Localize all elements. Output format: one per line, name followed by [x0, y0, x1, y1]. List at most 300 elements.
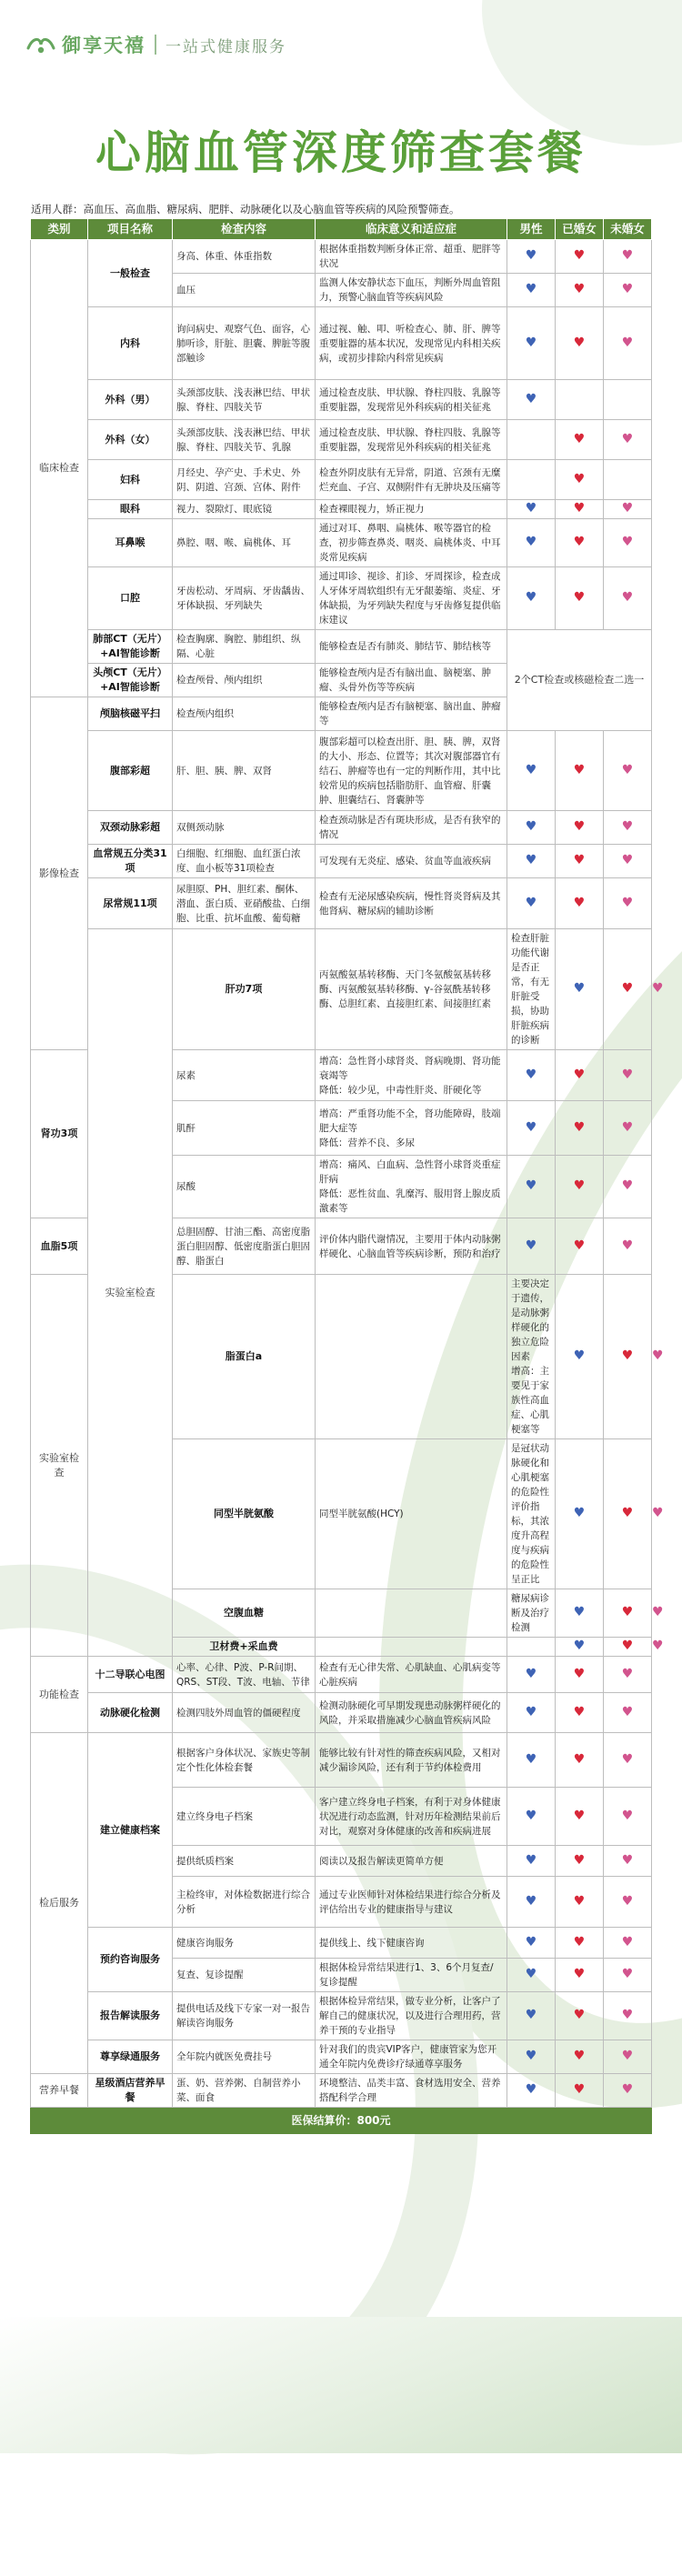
category-cell: 实验室检查: [31, 1275, 88, 1657]
heart-icon: ♥: [573, 853, 586, 867]
heart-icon: ♥: [621, 1506, 634, 1520]
content-cell: 视力、裂隙灯、眼底镜: [173, 500, 316, 519]
heart-icon: ♥: [621, 1067, 634, 1082]
applicability-cell: [604, 1589, 652, 1638]
table-body: [31, 240, 664, 2134]
applicability-cell: [556, 1733, 604, 1788]
applicability-cell: [556, 811, 604, 845]
applicability-cell: [604, 1992, 652, 2040]
content-cell: 蛋、奶、营养粥、自制营养小菜、面食: [173, 2074, 316, 2108]
applicability-cell: [604, 240, 652, 274]
heart-icon: ♥: [525, 2082, 537, 2097]
category-cell: 临床检查: [31, 240, 88, 697]
clinical-meaning-cell: 通过专业医师针对体检结果进行综合分析及评估给出专业的健康指导与建议: [316, 1877, 507, 1928]
heart-icon: ♥: [621, 535, 634, 549]
applicability-cell: [507, 274, 556, 307]
content-cell: 检查颅内组织: [173, 697, 316, 731]
heart-icon: ♥: [573, 895, 586, 910]
applicability-cell: [507, 1050, 556, 1101]
table-row: [31, 420, 652, 460]
applicability-cell: [604, 2074, 652, 2108]
heart-icon: ♥: [652, 1605, 664, 1619]
applicability-cell: [507, 845, 556, 878]
heart-icon: ♥: [621, 1639, 634, 1653]
applicability-cell: [507, 1657, 556, 1693]
applicability-cell: [604, 1101, 652, 1156]
clinical-meaning-cell: 通过检查皮肤、甲状腺、脊柱四肢、乳腺等重要脏器，发现常见外科疾病的相关征兆: [316, 420, 507, 460]
brand-header: [25, 29, 286, 60]
applicability-cell: [507, 2040, 556, 2074]
heart-icon: ♥: [525, 1934, 537, 1950]
content-cell: [316, 1275, 507, 1439]
clinical-meaning-cell: 检查颈动脉是否有斑块形成，是否有狭窄的情况: [316, 811, 507, 845]
applicability-cell: [556, 307, 604, 380]
applicability-cell: [556, 878, 604, 929]
applicability-cell: [556, 500, 604, 519]
category-cell: 功能检查: [31, 1657, 88, 1733]
content-cell: 双侧颈动脉: [173, 811, 316, 845]
heart-icon: ♥: [573, 335, 586, 350]
heart-icon: ♥: [525, 1808, 537, 1823]
logo-icon: [25, 32, 56, 57]
column-header: 男性: [507, 219, 556, 240]
applicability-cell: [556, 420, 604, 460]
content-cell: 头颈部皮肤、浅表淋巴结、甲状腺、脊柱、四肢关节、乳腺: [173, 420, 316, 460]
heart-icon: ♥: [573, 431, 586, 446]
clinical-meaning-cell: 糖尿病诊断及治疗检测: [507, 1589, 556, 1638]
content-cell: 头颈部皮肤、浅表淋巴结、甲状腺、脊柱、四肢关节: [173, 380, 316, 420]
content-cell: 丙氨酸氨基转移酶、天门冬氨酸氨基转移酶、丙氨酸氨基转移酶、γ-谷氨酰基转移酶、总胆红素、直接胆红素、间接胆红素: [316, 929, 507, 1050]
item-name-cell: 脂蛋白a: [173, 1275, 316, 1439]
background-bottom-wave: [0, 2317, 682, 2453]
brand-name: 御享天禧: [62, 35, 145, 56]
table-row: [31, 811, 652, 845]
applicability-cell: [507, 567, 556, 630]
content-cell: 建立终身电子档案: [173, 1788, 316, 1846]
content-cell: 鼻腔、咽、喉、扁桃体、耳: [173, 519, 316, 567]
table-row: [31, 1992, 652, 2040]
heart-icon: ♥: [573, 1704, 586, 1719]
heart-icon: ♥: [573, 1808, 586, 1823]
heart-icon: ♥: [621, 2082, 634, 2097]
applicability-cell: [507, 878, 556, 929]
category-cell: 营养早餐: [31, 2074, 88, 2108]
category-cell: 影像检查: [31, 697, 88, 1050]
applicability-cell: [507, 1846, 556, 1877]
content-cell: 尿胆原、PH、胆红素、酮体、潜血、蛋白质、亚硝酸盐、白细胞、比重、抗坏血酸、葡萄糖: [173, 878, 316, 929]
applicability-cell: [507, 519, 556, 567]
item-name-cell: 血常规五分类31项: [88, 845, 173, 878]
package-table: [30, 218, 664, 2134]
applicability-cell: [556, 274, 604, 307]
heart-icon: ♥: [621, 1934, 634, 1950]
content-cell: 尿素: [173, 1050, 316, 1101]
item-name-cell: 耳鼻喉: [88, 519, 173, 567]
heart-icon: ♥: [573, 282, 586, 296]
item-name-cell: 尊享绿通服务: [88, 2040, 173, 2074]
item-name-cell: 颅脑核磁平扫: [88, 697, 173, 731]
applicability-cell: [604, 1959, 652, 1992]
table-row: [31, 929, 652, 1050]
item-name-cell: 双颈动脉彩超: [88, 811, 173, 845]
heart-icon: ♥: [573, 471, 586, 486]
table-row: [31, 731, 652, 811]
applicability-cell: [604, 500, 652, 519]
applicability-cell: [507, 1877, 556, 1928]
applicability-cell: [507, 2074, 556, 2108]
clinical-meaning-cell: 评价体内脂代谢情况，主要用于体内动脉粥样硬化、心脑血管等疾病诊断，预防和治疗: [316, 1218, 507, 1275]
applicability-cell: [604, 1218, 652, 1275]
item-name-cell: 尿常规11项: [88, 878, 173, 929]
applicability-cell: [604, 1693, 652, 1733]
table-row: [31, 630, 652, 664]
applicability-cell: [604, 929, 652, 1050]
applicability-cell: [507, 1101, 556, 1156]
heart-icon: ♥: [621, 1967, 634, 1981]
item-name-cell: 同型半胱氨酸: [173, 1439, 316, 1589]
item-name-cell: 内科: [88, 307, 173, 380]
column-header: 未婚女: [604, 219, 652, 240]
applicability-cell: [556, 460, 604, 500]
heart-icon: ♥: [525, 1238, 537, 1253]
applicability-cell: [507, 420, 556, 460]
applicability-cell: [556, 1589, 604, 1638]
heart-icon: ♥: [525, 248, 537, 263]
heart-icon: ♥: [621, 1852, 634, 1868]
table-row: [31, 2074, 652, 2108]
applicability-cell: [556, 1156, 604, 1218]
applicability-cell: [507, 500, 556, 519]
applicability-cell: [556, 1992, 604, 2040]
content-cell: 肝、胆、胰、脾、双肾: [173, 731, 316, 811]
content-cell: 月经史、孕产史、手术史、外阴、阴道、宫颈、宫体、附件: [173, 460, 316, 500]
item-name-cell: 肺部CT（无片）+AI智能诊断: [88, 630, 173, 664]
applicability-cell: [556, 2074, 604, 2108]
clinical-meaning-cell: 检查裸眼视力，矫正视力: [316, 500, 507, 519]
heart-icon: ♥: [525, 1119, 537, 1135]
item-name-cell: 血脂5项: [31, 1218, 88, 1275]
item-name-cell: 星级酒店营养早餐: [88, 2074, 173, 2108]
heart-icon: ♥: [621, 1808, 634, 1823]
item-name-cell: 预约咨询服务: [88, 1928, 173, 1992]
heart-icon: ♥: [525, 895, 537, 910]
applicability-cell: [556, 1788, 604, 1846]
heart-icon: ♥: [573, 1666, 586, 1681]
applicability-cell: [556, 845, 604, 878]
heart-icon: ♥: [525, 1967, 537, 1981]
clinical-meaning-cell: 检查外阴皮肤有无异常，阴道、宫颈有无糜烂充血、子宫、双侧附件有无肿块及压痛等: [316, 460, 507, 500]
applicability-cell: [604, 1439, 652, 1589]
clinical-meaning-cell: [507, 1638, 556, 1657]
clinical-meaning-cell: 腹部彩超可以检查出肝、胆、胰、脾，双肾的大小、形态、位置等；其次对腹部器官有结石、肿瘤等也有一定的判断作用，其中比较常见的疾病包括脂肪肝、血管瘤、肝囊肿、胆囊结石、肾囊肿等: [316, 731, 507, 811]
applicability-cell: [556, 567, 604, 630]
applicability-cell: [556, 1439, 604, 1589]
applicability-cell: [507, 1992, 556, 2040]
item-name-cell: 建立健康档案: [88, 1733, 173, 1928]
content-cell: 询问病史、观察气色、面容，心肺听诊，肝脏、胆囊、脾脏等腹部触诊: [173, 307, 316, 380]
item-name-cell: 眼科: [88, 500, 173, 519]
price-label: 医保结算价：800元: [31, 2108, 652, 2134]
heart-icon: ♥: [573, 1751, 586, 1767]
applicability-cell: [507, 1959, 556, 1992]
heart-icon: ♥: [573, 2049, 586, 2063]
applicability-cell: [604, 1275, 652, 1439]
applicability-cell: [604, 1657, 652, 1693]
heart-icon: ♥: [525, 853, 537, 867]
content-cell: 提供电话及线下专家一对一报告解读咨询服务: [173, 1992, 316, 2040]
table-row: [31, 240, 652, 274]
applicability-cell: [507, 811, 556, 845]
heart-icon: ♥: [573, 762, 586, 777]
applicability-cell: [507, 1693, 556, 1733]
clinical-meaning-cell: 主要决定于遗传，是动脉粥样硬化的独立危险因素 增高：主要见于家族性高血症、心肌梗塞等: [507, 1275, 556, 1439]
heart-icon: ♥: [621, 981, 634, 996]
applicability-cell: [604, 878, 652, 929]
content-cell: 总胆固醇、甘油三酯、高密度脂蛋白胆固醇、低密度脂蛋白胆固醇、脂蛋白: [173, 1218, 316, 1275]
header-divider: [155, 35, 156, 55]
table-row: [31, 1693, 652, 1733]
heart-icon: ♥: [621, 1751, 634, 1767]
heart-icon: ♥: [621, 1348, 634, 1363]
table-row: [31, 1657, 652, 1693]
clinical-meaning-cell: 通过检查皮肤、甲状腺、脊柱四肢、乳腺等重要脏器，发现常见外科疾病的相关征兆: [316, 380, 507, 420]
content-cell: [316, 1638, 507, 1657]
heart-icon: ♥: [525, 1893, 537, 1909]
heart-icon: ♥: [525, 1852, 537, 1868]
applicability-cell: [604, 519, 652, 567]
ct-choice-note: 2个CT检查或核磁检查二选一: [507, 630, 652, 731]
clinical-meaning-cell: 是冠状动脉硬化和心肌梗塞的危险性评价指标，其浓度升高程度与疾病的危险性呈正比: [507, 1439, 556, 1589]
applicability-cell: [507, 380, 556, 420]
applicability-cell: [556, 1638, 604, 1657]
content-cell: 尿酸: [173, 1156, 316, 1218]
category-cell: 检后服务: [31, 1733, 88, 2074]
clinical-meaning-cell: 根据体检异常结果进行1、3、6个月复查/复诊提醒: [316, 1959, 507, 1992]
clinical-meaning-cell: 通过视、触、叩、听检查心、肺、肝、脾等重要脏器的基本状况，发现常见内科相关疾病，或初步排除内科常见疾病: [316, 307, 507, 380]
heart-icon: ♥: [621, 1893, 634, 1909]
heart-icon: ♥: [652, 981, 664, 996]
applicability-cell: [604, 1877, 652, 1928]
item-name-cell: 妇科: [88, 460, 173, 500]
heart-icon: ♥: [621, 501, 634, 516]
clinical-meaning-cell: 检查肝脏功能代谢是否正常，有无肝脏受损，协助肝脏疾病的诊断: [507, 929, 556, 1050]
table-row: [31, 1928, 652, 1959]
applicability-cell: [507, 731, 556, 811]
table-row: [31, 307, 652, 380]
table-row: [31, 500, 652, 519]
applicability-cell: [604, 1846, 652, 1877]
column-header: 项目名称: [88, 219, 173, 240]
item-name-cell: 报告解读服务: [88, 1992, 173, 2040]
heart-icon: ♥: [573, 1934, 586, 1950]
heart-icon: ♥: [573, 1119, 586, 1135]
heart-icon: ♥: [621, 2008, 634, 2022]
content-cell: 检查颅骨、颅内组织: [173, 664, 316, 697]
applicability-cell: [507, 1928, 556, 1959]
content-cell: 提供纸质档案: [173, 1846, 316, 1877]
heart-icon: ♥: [621, 1605, 634, 1619]
heart-icon: ♥: [573, 1852, 586, 1868]
heart-icon: ♥: [573, 2082, 586, 2097]
heart-icon: ♥: [621, 431, 634, 446]
clinical-meaning-cell: 检查有无泌尿感染疾病，慢性肾炎肾病及其他肾病、糖尿病的辅助诊断: [316, 878, 507, 929]
content-cell: 主检终审，对体检数据进行综合分析: [173, 1877, 316, 1928]
applicability-cell: [507, 1156, 556, 1218]
content-cell: 复查、复诊提醒: [173, 1959, 316, 1992]
heart-icon: ♥: [525, 590, 537, 605]
content-cell: 肌酐: [173, 1101, 316, 1156]
applicability-cell: [604, 460, 652, 500]
heart-icon: ♥: [525, 762, 537, 777]
heart-icon: ♥: [573, 981, 586, 996]
applicability-cell: [507, 460, 556, 500]
applicability-cell: [604, 307, 652, 380]
heart-icon: ♥: [525, 391, 537, 406]
heart-icon: ♥: [621, 819, 634, 834]
heart-icon: ♥: [573, 248, 586, 263]
applicability-cell: [507, 307, 556, 380]
clinical-meaning-cell: 阅读以及报告解读更简单方便: [316, 1846, 507, 1877]
item-name-cell: 肝功7项: [173, 929, 316, 1050]
applicability-cell: [556, 1846, 604, 1877]
applicability-cell: [507, 1788, 556, 1846]
heart-icon: ♥: [573, 1639, 586, 1653]
heart-icon: ♥: [621, 1238, 634, 1253]
heart-icon: ♥: [573, 1605, 586, 1619]
heart-icon: ♥: [525, 1067, 537, 1082]
clinical-meaning-cell: 增高：严重肾功能不全，肾功能障碍，肢端肥大症等 降低：营养不良、多尿: [316, 1101, 507, 1156]
item-name-cell: 腹部彩超: [88, 731, 173, 811]
table-row: [31, 2040, 652, 2074]
applicability-cell: [556, 2040, 604, 2074]
heart-icon: ♥: [652, 1506, 664, 1520]
heart-icon: ♥: [573, 1178, 586, 1193]
heart-icon: ♥: [525, 501, 537, 516]
content-cell: 身高、体重、体重指数: [173, 240, 316, 274]
clinical-meaning-cell: 能够检查颅内是否有脑出血、脑梗塞、肿瘤、头骨外伤等等疾病: [316, 664, 507, 697]
item-name-cell: 外科（男）: [88, 380, 173, 420]
heart-icon: ♥: [573, 1893, 586, 1909]
table-header-row: [31, 219, 652, 240]
clinical-meaning-cell: 监测人体安静状态下血压，判断外周血管阻力，预警心脑血管等疾病风险: [316, 274, 507, 307]
applicability-cell: [556, 1657, 604, 1693]
heart-icon: ♥: [573, 1238, 586, 1253]
clinical-meaning-cell: 客户建立终身电子档案，有利于对身体健康状况进行动态监测，针对历年检测结果前后对比，观察对身体健康的改善和疾病进展: [316, 1788, 507, 1846]
heart-icon: ♥: [621, 590, 634, 605]
applicability-cell: [556, 1928, 604, 1959]
heart-icon: ♥: [525, 282, 537, 296]
content-cell: 血压: [173, 274, 316, 307]
heart-icon: ♥: [621, 282, 634, 296]
table-row: [31, 845, 652, 878]
clinical-meaning-cell: 增高：急性肾小球肾炎、肾病晚期、肾功能衰竭等 降低：较少见，中毒性肝炎、肝硬化等: [316, 1050, 507, 1101]
applicability-cell: [604, 380, 652, 420]
applicability-cell: [604, 1733, 652, 1788]
applicability-cell: [604, 567, 652, 630]
item-name-cell: 肾功3项: [31, 1050, 88, 1218]
heart-icon: ♥: [573, 1506, 586, 1520]
heart-icon: ♥: [621, 2049, 634, 2063]
applicability-cell: [604, 731, 652, 811]
applicability-cell: [556, 240, 604, 274]
applicability-cell: [556, 1218, 604, 1275]
applicability-cell: [604, 1050, 652, 1101]
column-header: 临床意义和适应症: [316, 219, 507, 240]
content-cell: 心率、心律、P波、P-R间期、QRS、ST段、T波、电轴、节律: [173, 1657, 316, 1693]
heart-icon: ♥: [621, 248, 634, 263]
heart-icon: ♥: [573, 819, 586, 834]
applicability-cell: [556, 380, 604, 420]
heart-icon: ♥: [525, 1704, 537, 1719]
applicability-cell: [556, 1877, 604, 1928]
heart-icon: ♥: [621, 1666, 634, 1681]
clinical-meaning-cell: 能够比较有针对性的筛查疾病风险，又相对减少漏诊风险，还有利于节约体检费用: [316, 1733, 507, 1788]
clinical-meaning-cell: 提供线上、线下健康咨询: [316, 1928, 507, 1959]
content-cell: 健康咨询服务: [173, 1928, 316, 1959]
item-name-cell: 空腹血糖: [173, 1589, 316, 1638]
applicability-cell: [507, 1218, 556, 1275]
table-row: [31, 567, 652, 630]
content-cell: 全年院内就医免费挂号: [173, 2040, 316, 2074]
category-cell: 实验室检查: [88, 929, 173, 1657]
clinical-meaning-cell: 增高：痛风、白血病、急性肾小球肾炎重症肝病 降低：恶性贫血、乳糜泻、服用肾上腺皮质激素等: [316, 1156, 507, 1218]
applicability-cell: [556, 519, 604, 567]
item-name-cell: 十二导联心电图: [88, 1657, 173, 1693]
heart-icon: ♥: [525, 1751, 537, 1767]
table-row: [31, 460, 652, 500]
table-row: [31, 380, 652, 420]
page-title: 心脑血管深度筛查套餐: [95, 126, 587, 179]
applicability-cell: [604, 811, 652, 845]
clinical-meaning-cell: 针对我们的贵宾VIP客户，健康管家为您开通全年院内免费诊疗绿通尊享服务: [316, 2040, 507, 2074]
applicability-cell: [556, 1101, 604, 1156]
heart-icon: ♥: [573, 1967, 586, 1981]
applicability-cell: [556, 731, 604, 811]
clinical-meaning-cell: 检测动脉硬化可早期发现患动脉粥样硬化的风险，并采取措施减少心脑血管疾病风险: [316, 1693, 507, 1733]
column-header: 检查内容: [173, 219, 316, 240]
heart-icon: ♥: [652, 1639, 664, 1653]
applicability-cell: [556, 1050, 604, 1101]
content-cell: 同型半胱氨酸(HCY): [316, 1439, 507, 1589]
clinical-meaning-cell: 能够检查是否有肺炎、肺结节、肺结核等: [316, 630, 507, 664]
item-name-cell: 口腔: [88, 567, 173, 630]
heart-icon: ♥: [621, 895, 634, 910]
heart-icon: ♥: [573, 535, 586, 549]
item-name-cell: 外科（女）: [88, 420, 173, 460]
clinical-meaning-cell: 通过对耳、鼻咽、扁桃体、喉等器官的检查，初步筛查鼻炎、咽炎、扁桃体炎、中耳炎常见疾病: [316, 519, 507, 567]
applicable-population: 适用人群：高血压、高血脂、糖尿病、肥胖、动脉硬化以及心脑血管等疾病的风险预警筛查。: [31, 203, 460, 216]
content-cell: 根据客户身体状况、家族史等制定个性化体检套餐: [173, 1733, 316, 1788]
content-cell: [316, 1589, 507, 1638]
applicability-cell: [556, 1275, 604, 1439]
heart-icon: ♥: [525, 2049, 537, 2063]
heart-icon: ♥: [621, 762, 634, 777]
item-name-cell: 卫材费+采血费: [173, 1638, 316, 1657]
heart-icon: ♥: [652, 1348, 664, 1363]
column-header: 类别: [31, 219, 88, 240]
applicability-cell: [604, 1638, 652, 1657]
heart-icon: ♥: [573, 501, 586, 516]
clinical-meaning-cell: 通过叩诊、视诊、扪诊、牙周探诊，检查成人牙体牙周软组织有无牙龈萎缩、炎症、牙体缺损，为牙列缺失程度与牙齿修复提供临床建议: [316, 567, 507, 630]
heart-icon: ♥: [621, 1178, 634, 1193]
heart-icon: ♥: [621, 853, 634, 867]
item-name-cell: 一般检查: [88, 240, 173, 307]
heart-icon: ♥: [573, 590, 586, 605]
item-name-cell: 头颅CT（无片）+AI智能诊断: [88, 664, 173, 697]
brand-slogan: 一站式健康服务: [165, 37, 286, 56]
applicability-cell: [507, 1733, 556, 1788]
table-row: [31, 1733, 652, 1788]
